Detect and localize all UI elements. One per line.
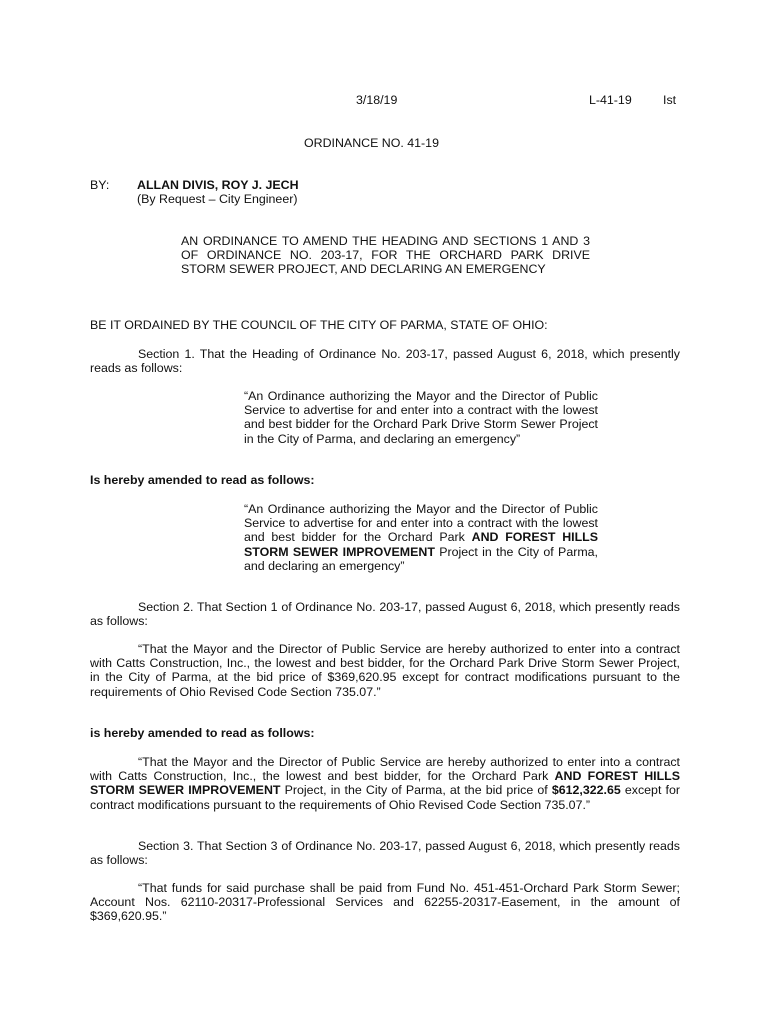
header-date: 3/18/19 bbox=[356, 93, 398, 107]
section1-new-quote: “An Ordinance authorizing the Mayor and the Director of Public Service to advertise for and enter into a contract with the lowest and best bidder for the Orchard Park AND FOREST HILLS STORM SEWER IMPROVEMENT Project in the City of Parma, and declaring an emergency” bbox=[244, 502, 598, 573]
section3-old-quote: “That funds for said purchase shall be paid from Fund No. 451-451-Orchard Park Storm Sewer; Account Nos. 62110-20317-Professional Services and 62255-20317-Easement, in the amount of $369,620.95.” bbox=[90, 881, 680, 924]
header-reading: Ist bbox=[663, 93, 677, 107]
section2-new-quote: “That the Mayor and the Director of Public Service are hereby authorized to enter into a contract with Catts Construction, Inc., the lowest and best bidder, for the Orchard Park AND FOREST HILLS STORM SEWER IMPROVEMENT Project, in the City of Parma, at the bid price of $612,322.65 except for contract modifications pursuant to the requirements of Ohio Revised Code Section 735.07.” bbox=[90, 755, 680, 812]
header-code: L-41-19 bbox=[589, 93, 632, 107]
sponsor-request: (By Request – City Engineer) bbox=[137, 192, 298, 206]
sponsor-label: BY: bbox=[90, 178, 110, 192]
section2-new-quote-emphasis: AND FOREST HILLS STORM SEWER IMPROVEMENT bbox=[90, 769, 680, 798]
section1-old-quote: “An Ordinance authorizing the Mayor and the Director of Public Service to advertise for and enter into a contract with the lowest and best bidder for the Orchard Park Drive Storm Sewer Project in the City of Parma, and declaring an emergency” bbox=[244, 389, 598, 446]
ordinance-caption: AN ORDINANCE TO AMEND THE HEADING AND SECTIONS 1 AND 3 OF ORDINANCE NO. 203-17, FOR THE ORCHARD PARK DRIVE STORM SEWER PROJECT, AND DECLARING AN EMERGENCY bbox=[181, 234, 590, 277]
section1-new-quote-emphasis: AND FOREST HILLS STORM SEWER IMPROVEMENT bbox=[244, 530, 598, 559]
section2-amend-label: is hereby amended to read as follows: bbox=[90, 726, 315, 740]
section2-new-price: $612,322.65 bbox=[551, 783, 621, 798]
sponsor-names: ALLAN DIVIS, ROY J. JECH bbox=[137, 178, 299, 192]
section2-intro: Section 2. That Section 1 of Ordinance No. 203-17, passed August 6, 2018, which presently reads as follows: bbox=[90, 600, 680, 629]
enacting-clause: BE IT ORDAINED BY THE COUNCIL OF THE CITY OF PARMA, STATE OF OHIO: bbox=[90, 318, 548, 332]
section3-intro: Section 3. That Section 3 of Ordinance No. 203-17, passed August 6, 2018, which presently reads as follows: bbox=[90, 839, 680, 868]
section1-intro: Section 1. That the Heading of Ordinance No. 203-17, passed August 6, 2018, which presently reads as follows: bbox=[90, 347, 680, 376]
ordinance-title: ORDINANCE NO. 41-19 bbox=[304, 136, 439, 150]
section1-amend-label: Is hereby amended to read as follows: bbox=[90, 473, 315, 487]
section2-old-quote: “That the Mayor and the Director of Public Service are hereby authorized to enter into a contract with Catts Construction, Inc., the lowest and best bidder, for the Orchard Park Drive Storm Sewer Project, in the City of Parma, at the bid price of $369,620.95 except for contract modifications pursuant to the requirements of Ohio Revised Code Section 735.07.” bbox=[90, 642, 680, 699]
